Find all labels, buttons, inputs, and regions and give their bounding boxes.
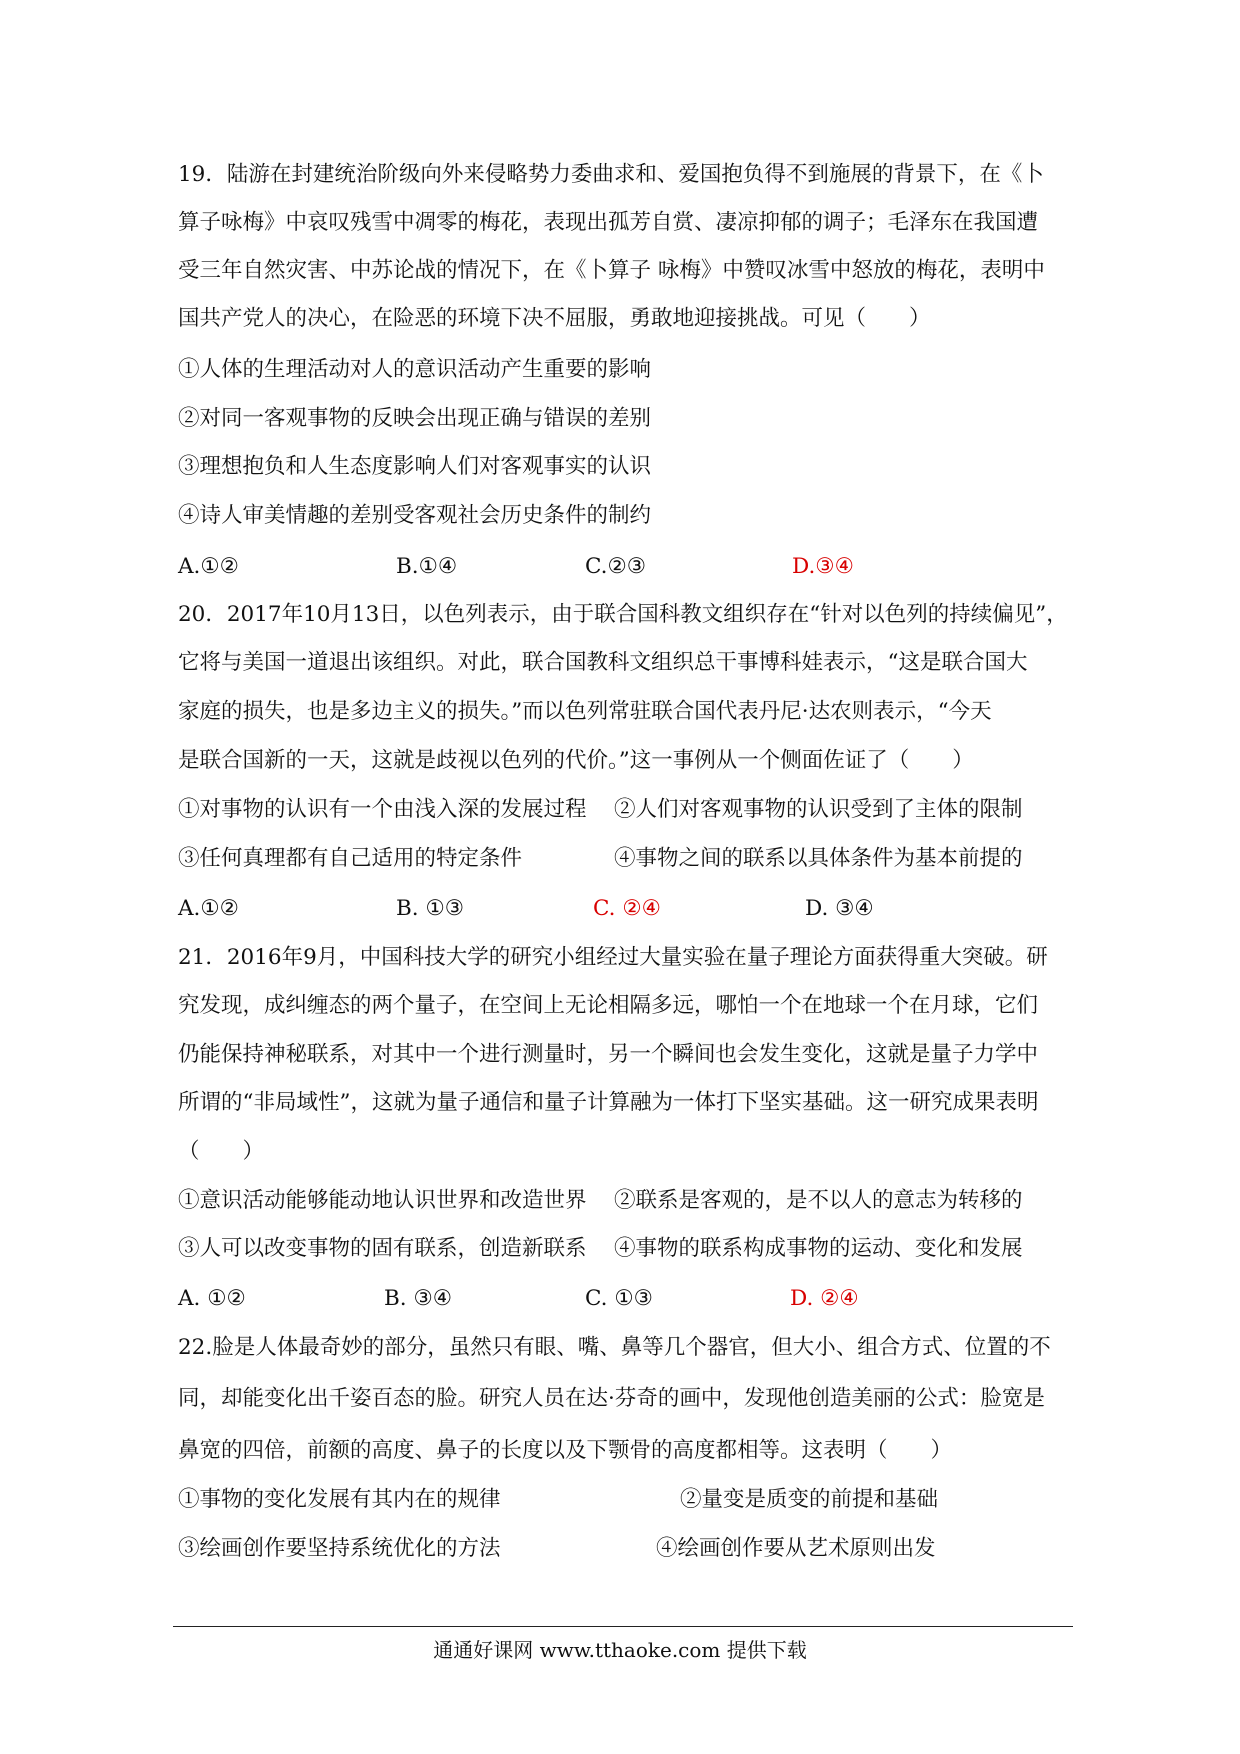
question-19-statement-4: ④诗人审美情趣的差别受客观社会历史条件的制约 [178,503,652,528]
question-22-statement-4: ④绘画创作要从艺术原则出发 [656,1536,936,1561]
question-20-line-1: 20．2017年10月13日，以色列表示，由于联合国科教文组织存在“针对以色列的持续偏见”， [178,602,1068,627]
question-19-option-c: C.②③ [585,554,647,579]
question-21-line-3: 仍能保持神秘联系，对其中一个进行测量时，另一个瞬间也会发生变化，这就是量子力学中 [178,1042,1039,1067]
question-19-statement-2: ②对同一客观事物的反映会出现正确与错误的差别 [178,406,652,431]
question-21-option-a: A. ①② [178,1286,246,1311]
question-21-statement-3: ③人可以改变事物的固有联系，创造新联系 [178,1236,587,1261]
question-21-option-c: C. ①③ [585,1286,653,1311]
question-22-line-3: 鼻宽的四倍，前额的高度、鼻子的长度以及下颚骨的高度都相等。这表明（ ） [178,1438,953,1463]
question-20-option-c-answer: C. ②④ [593,896,661,921]
question-20-option-d: D. ③④ [805,896,874,921]
question-19-option-b: B.①④ [396,554,458,579]
question-20-statement-3: ③任何真理都有自己适用的特定条件 [178,846,523,871]
question-21-line-4: 所谓的“非局域性”，这就为量子通信和量子计算融为一体打下坚实基础。这一研究成果表明 [178,1090,1039,1115]
question-20-statement-1: ①对事物的认识有一个由浅入深的发展过程 [178,797,587,822]
question-21-statement-2: ②联系是客观的，是不以人的意志为转移的 [614,1188,1023,1213]
question-22-line-2: 同，却能变化出千姿百态的脸。研究人员在达·芬奇的画中，发现他创造美丽的公式：脸宽是 [178,1386,1045,1411]
question-21-statement-1: ①意识活动能够能动地认识世界和改造世界 [178,1188,587,1213]
question-22-line-1: 22.脸是人体最奇妙的部分，虽然只有眼、嘴、鼻等几个器官，但大小、组合方式、位置的不 [178,1335,1051,1360]
question-19-line-2: 算子咏梅》中哀叹残雪中凋零的梅花，表现出孤芳自赏、凄凉抑郁的调子；毛泽东在我国遭 [178,210,1039,235]
question-20-option-b: B. ①③ [396,896,465,921]
question-22-statement-3: ③绘画创作要坚持系统优化的方法 [178,1536,501,1561]
question-21-line-2: 究发现，成纠缠态的两个量子，在空间上无论相隔多远，哪怕一个在地球一个在月球，它们 [178,993,1039,1018]
question-21-option-b: B. ③④ [384,1286,453,1311]
question-20-line-2: 它将与美国一道退出该组织。对此，联合国教科文组织总干事博科娃表示，“这是联合国大 [178,650,1028,675]
question-19-option-d-answer: D.③④ [792,554,854,579]
question-19-statement-1: ①人体的生理活动对人的意识活动产生重要的影响 [178,357,652,382]
question-19-line-1: 19．陆游在封建统治阶级向外来侵略势力委曲求和、爱国抱负得不到施展的背景下，在《卜 [178,162,1044,187]
question-22-statement-2: ②量变是质变的前提和基础 [680,1487,939,1512]
question-20-option-a: A.①② [178,896,239,921]
question-20-statement-4: ④事物之间的联系以具体条件为基本前提的 [614,846,1023,871]
footer-text: 通通好课网 www.tthaoke.com 提供下载 [433,1638,807,1662]
question-19-statement-3: ③理想抱负和人生态度影响人们对客观事实的认识 [178,454,652,479]
question-22-statement-1: ①事物的变化发展有其内在的规律 [178,1487,501,1512]
question-19-line-4: 国共产党人的决心，在险恶的环境下决不屈服，勇敢地迎接挑战。可见（ ） [178,306,931,331]
question-19-line-3: 受三年自然灾害、中苏论战的情况下，在《卜算子 咏梅》中赞叹冰雪中怒放的梅花，表明中 [178,258,1045,283]
question-19-option-a: A.①② [178,554,239,579]
question-20-line-4: 是联合国新的一天，这就是歧视以色列的代价。”这一事例从一个侧面佐证了（ ） [178,748,974,773]
question-21-line-1: 21．2016年9月，中国科技大学的研究小组经过大量实验在量子理论方面获得重大突破。研 [178,945,1048,970]
question-21-statement-4: ④事物的联系构成事物的运动、变化和发展 [614,1236,1023,1261]
question-20-line-3: 家庭的损失，也是多边主义的损失。”而以色列常驻联合国代表丹尼·达农则表示，“今天 [178,699,992,724]
question-21-option-d-answer: D. ②④ [790,1286,859,1311]
footer-divider [173,1626,1073,1627]
question-20-statement-2: ②人们对客观事物的认识受到了主体的限制 [614,797,1023,822]
question-21-line-5: （ ） [178,1139,265,1164]
